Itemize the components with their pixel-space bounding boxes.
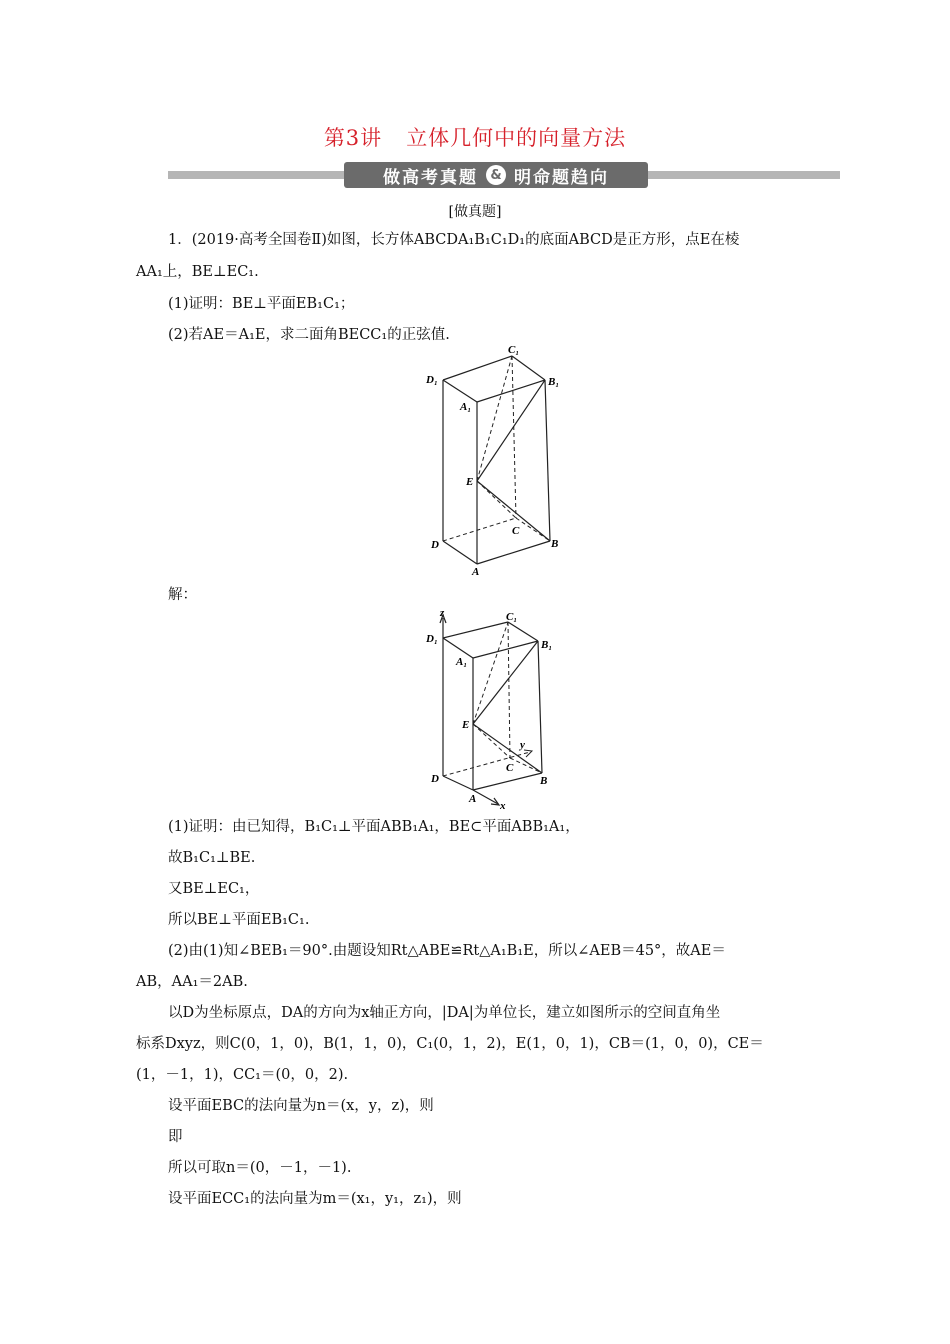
problem-line-2: AA₁上，BE⊥EC₁. bbox=[136, 264, 259, 280]
solution-line-4: 所以BE⊥平面EB₁C₁. bbox=[168, 912, 310, 928]
segment-eb1 bbox=[477, 380, 545, 481]
edge-ab bbox=[473, 773, 542, 790]
section-heading: [做真题] bbox=[448, 204, 502, 220]
solution-line-11: 即 bbox=[168, 1129, 183, 1145]
solution-line-5: (2)由(1)知∠BEB₁＝90°.由题设知Rt△ABE≌Rt△A₁B₁E，所以∠AEB＝45°，故AE＝ bbox=[168, 943, 726, 959]
hidden-edge-dc bbox=[443, 518, 516, 541]
label-d1: D₁ bbox=[426, 633, 438, 645]
hidden-edge-c1c bbox=[512, 356, 516, 518]
edge-da bbox=[443, 776, 473, 790]
hidden-segment-ec bbox=[473, 724, 510, 758]
edge-a1d1 bbox=[443, 380, 477, 402]
lecture-topic: 立体几何中的向量方法 bbox=[406, 126, 627, 150]
label-d: D bbox=[431, 773, 439, 785]
edge-d1c1 bbox=[443, 622, 508, 638]
problem-line-1: 1．(2019·高考全国卷Ⅱ)如图，长方体ABCDA₁B₁C₁D₁的底面ABCD是正方形，点E在棱 bbox=[168, 232, 740, 248]
x-axis bbox=[473, 790, 498, 804]
solution-line-8: 标系Dxyz，则C(0，1，0)，B(1，1，0)，C₁(0，1，2)，E(1，0，1)，CB＝(1，0，0)，CE＝ bbox=[136, 1036, 764, 1052]
label-e: E bbox=[462, 719, 470, 731]
banner-right-text: 明命题趋向 bbox=[514, 167, 609, 188]
hidden-segment-ec1 bbox=[473, 622, 508, 724]
label-b1: B₁ bbox=[548, 376, 560, 388]
solution-line-2: 故B₁C₁⊥BE. bbox=[168, 850, 256, 866]
edge-c1b1 bbox=[512, 356, 545, 380]
problem-question-2: (2)若AE＝A₁E，求二面角BECC₁的正弦值. bbox=[168, 327, 450, 343]
edge-b1b bbox=[545, 380, 550, 541]
edge-b1b bbox=[538, 641, 542, 773]
label-z: z bbox=[440, 608, 445, 619]
label-b: B bbox=[551, 538, 559, 550]
banner-left-text: 做高考真题 bbox=[383, 167, 478, 188]
cuboid-figure bbox=[410, 345, 580, 580]
label-a: A bbox=[469, 793, 477, 805]
solution-line-13: 设平面ECC₁的法向量为m＝(x₁，y₁，z₁)，则 bbox=[168, 1191, 462, 1207]
section-banner bbox=[168, 162, 840, 188]
label-b1: B₁ bbox=[541, 639, 553, 651]
label-a1: A₁ bbox=[456, 656, 468, 668]
solution-line-7: 以D为坐标原点，DA的方向为x轴正方向，|DA|为单位长，建立如图所示的空间直角坐 bbox=[168, 1005, 721, 1021]
page-title bbox=[0, 122, 950, 152]
edge-da bbox=[443, 541, 477, 564]
solution-line-12: 所以可取n＝(0，－1，－1). bbox=[168, 1160, 352, 1176]
lecture-number: 第3讲 bbox=[323, 126, 383, 150]
hidden-edge-c1c bbox=[508, 622, 510, 758]
solution-line-3: 又BE⊥EC₁， bbox=[168, 881, 260, 897]
label-a: A bbox=[472, 566, 480, 578]
coordinate-figure bbox=[410, 608, 575, 813]
x-axis-arrow bbox=[491, 798, 499, 805]
problem-question-1: (1)证明：BE⊥平面EB₁C₁； bbox=[168, 296, 355, 312]
hidden-segment-ec bbox=[477, 481, 516, 518]
label-c1: C₁ bbox=[508, 345, 520, 356]
edge-a1d1 bbox=[443, 638, 473, 658]
edge-b1a1 bbox=[477, 380, 545, 402]
solution-line-1: (1)证明：由已知得，B₁C₁⊥平面ABB₁A₁，BE⊂平面ABB₁A₁， bbox=[168, 819, 580, 835]
label-a1: A₁ bbox=[460, 401, 472, 413]
label-x: x bbox=[500, 800, 506, 812]
label-d: D bbox=[431, 539, 439, 551]
edge-d1c1 bbox=[443, 356, 512, 380]
label-e: E bbox=[466, 476, 474, 488]
label-b: B bbox=[540, 775, 548, 787]
solution-line-9: (1，－1，1)，CC₁＝(0，0，2). bbox=[136, 1067, 349, 1083]
label-c: C bbox=[506, 762, 514, 774]
edge-c1b1 bbox=[508, 622, 538, 641]
hidden-edge-cb bbox=[510, 758, 542, 773]
edge-b1a1 bbox=[473, 641, 538, 658]
link-icon: & bbox=[486, 165, 506, 185]
edge-ab bbox=[477, 541, 550, 564]
solution-label: 解： bbox=[168, 587, 197, 603]
label-c: C bbox=[512, 525, 520, 537]
label-d1: D₁ bbox=[426, 374, 438, 386]
hidden-segment-ec1 bbox=[477, 356, 512, 481]
solution-line-10: 设平面EBC的法向量为n＝(x，y，z)，则 bbox=[168, 1098, 434, 1114]
segment-eb1 bbox=[473, 641, 538, 724]
solution-line-6: AB，AA₁＝2AB. bbox=[136, 974, 248, 990]
banner-ribbon bbox=[344, 162, 648, 188]
label-y: y bbox=[520, 739, 525, 751]
label-c1: C₁ bbox=[506, 611, 518, 623]
